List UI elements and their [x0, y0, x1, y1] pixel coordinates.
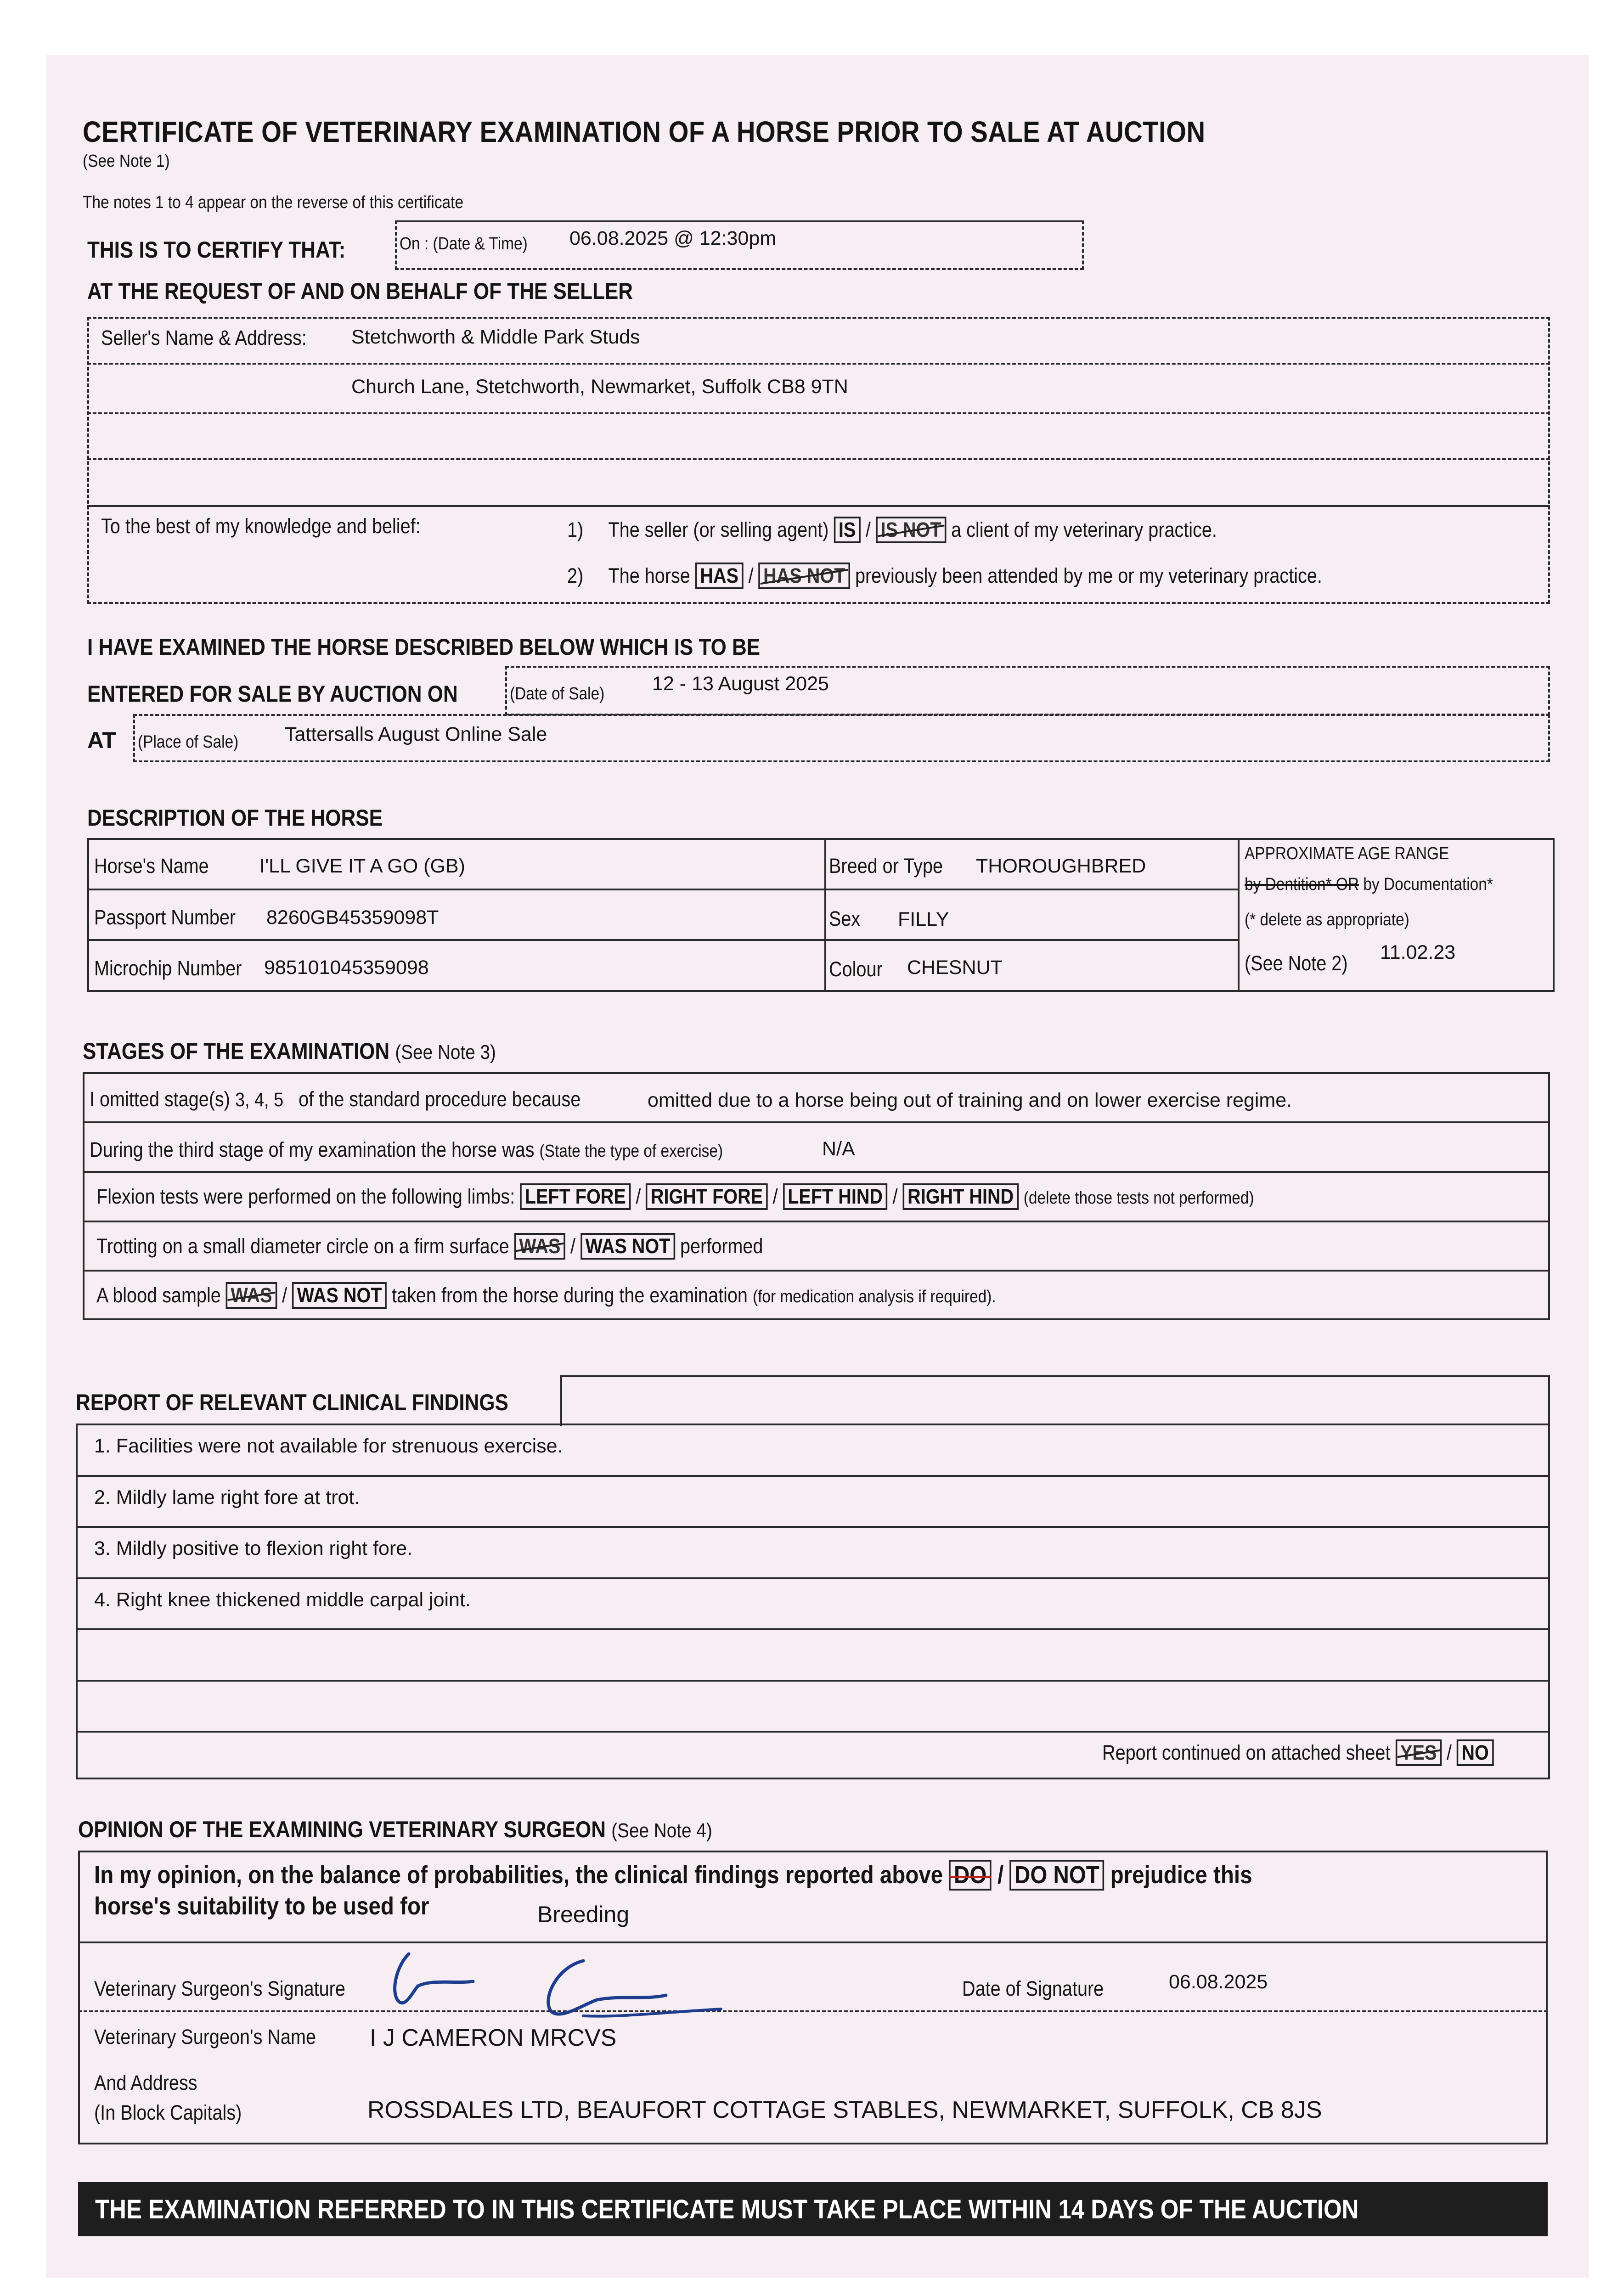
- third-stage-hint: (State the type of exercise): [539, 1142, 723, 1161]
- certify-label-text: THIS IS TO CERTIFY THAT:: [87, 237, 346, 263]
- horse-name-value: I'LL GIVE IT A GO (GB): [259, 855, 465, 877]
- sex-label: [829, 907, 865, 931]
- opinion-line1: In my opinion, on the balance of probabilities, the clinical findings reported above DO / DO NOT prejudice this: [94, 1860, 1410, 1891]
- blood-post: taken from the horse during the examination: [392, 1283, 748, 1307]
- limb-right-hind[interactable]: RIGHT HIND: [903, 1183, 1019, 1210]
- slash: /: [748, 564, 754, 587]
- divider: [76, 1475, 1550, 1477]
- divider: [87, 939, 1238, 941]
- flexion-label: Flexion tests were performed on the following limbs:: [96, 1185, 515, 1208]
- use-value: Breeding: [537, 1902, 630, 1927]
- blood-note: (for medication analysis if required).: [752, 1287, 996, 1306]
- limb-left-fore[interactable]: LEFT FORE: [520, 1183, 631, 1210]
- stages-heading-text: STAGES OF THE EXAMINATION: [83, 1038, 390, 1064]
- age-delete-text: (* delete as appropriate): [1245, 910, 1409, 929]
- divider: [83, 1121, 1550, 1123]
- third-stage-value: N/A: [822, 1138, 855, 1160]
- sale-place-label: [138, 732, 252, 752]
- opinion-heading-text: OPINION OF THE EXAMINING VETERINARY SURGEON: [78, 1817, 606, 1842]
- has-not-option-struck[interactable]: HAS NOT: [759, 563, 850, 589]
- see-note-text: (See Note 1): [83, 152, 170, 171]
- trotting-post: performed: [680, 1234, 763, 1258]
- breed-value: THOROUGHBRED: [976, 855, 1146, 877]
- signature-label: [94, 1977, 379, 2001]
- sale-heading-line1-text: I HAVE EXAMINED THE HORSE DESCRIBED BELOW WHICH IS TO BE: [87, 634, 761, 660]
- divider: [824, 838, 826, 992]
- omitted-reason-value: omitted due to a horse being out of training and on lower exercise regime.: [648, 1089, 1292, 1111]
- horse-attended-statement: [567, 563, 1425, 589]
- divider: [76, 1628, 1550, 1630]
- sale-date-label-text: (Date of Sale): [510, 684, 605, 703]
- date-sig-label-text: Date of Signature: [962, 1977, 1104, 2000]
- blood-was-not[interactable]: WAS NOT: [292, 1282, 387, 1309]
- opinion-line2: [94, 1892, 475, 1920]
- opinion-note: (See Note 4): [611, 1819, 712, 1842]
- at-label: AT: [87, 727, 116, 753]
- item1-pre: The seller (or selling agent): [608, 518, 829, 541]
- opinion-line1-pre: In my opinion, on the balance of probabilities, the clinical findings reported above: [94, 1861, 943, 1889]
- horse-name-label-text: Horse's Name: [94, 854, 209, 878]
- age-method: [1245, 875, 1527, 895]
- divider: [87, 412, 1550, 414]
- date-of-signature-value: 06.08.2025: [1169, 1971, 1268, 1993]
- passport-label: [94, 906, 255, 929]
- divider: [76, 1731, 1550, 1733]
- date-of-signature-label: [962, 1977, 1123, 2001]
- banner-text: THE EXAMINATION REFERRED TO IN THIS CERTIFICATE MUST TAKE PLACE WITHIN 14 DAYS OF THE AUCTION: [95, 2194, 1359, 2224]
- item1-num: 1): [567, 518, 584, 541]
- surgeon-name-value: I J CAMERON MRCVS: [370, 2025, 617, 2051]
- sale-place-value: Tattersalls August Online Sale: [285, 723, 547, 745]
- microchip-label-text: Microchip Number: [94, 957, 242, 980]
- item2-num: 2): [567, 564, 584, 587]
- opinion-heading: [78, 1816, 799, 1843]
- trotting-was-not[interactable]: WAS NOT: [580, 1233, 675, 1260]
- seller-address-value: Church Lane, Stetchworth, Newmarket, Suffolk CB8 9TN: [351, 376, 848, 398]
- surgeon-address-value: ROSSDALES LTD, BEAUFORT COTTAGE STABLES, NEWMARKET, SUFFOLK, CB 8JS: [367, 2097, 1322, 2123]
- sale-heading-line1: [87, 634, 852, 660]
- item2-post: previously been attended by me or my veterinary practice.: [855, 564, 1322, 587]
- address-label-2-text: (In Block Capitals): [94, 2101, 242, 2124]
- divider: [83, 1221, 1550, 1222]
- divider: [78, 1941, 1548, 1943]
- finding-item: 4. Right knee thickened middle carpal joint.: [94, 1589, 471, 1611]
- is-not-option-struck[interactable]: IS NOT: [876, 517, 946, 543]
- trotting-was-struck[interactable]: WAS: [514, 1233, 565, 1260]
- seller-section: [87, 317, 1550, 604]
- deadline-banner: [78, 2182, 1548, 2236]
- omitted-stages-row: [90, 1087, 648, 1111]
- divider: [1238, 838, 1240, 992]
- age-heading-text: APPROXIMATE AGE RANGE: [1245, 844, 1449, 863]
- veterinary-signature: [390, 1936, 739, 2023]
- divider: [76, 1680, 1550, 1682]
- has-option[interactable]: HAS: [695, 563, 744, 589]
- flexion-note: (delete those tests not performed): [1023, 1188, 1254, 1208]
- omitted-mid: of the standard procedure because: [299, 1087, 581, 1111]
- breed-label: [829, 854, 958, 878]
- omitted-stages-value: 3, 4, 5: [235, 1089, 284, 1111]
- omitted-pre: I omitted stage(s): [90, 1087, 230, 1111]
- seller-name-label: [101, 326, 335, 350]
- divider: [83, 1270, 1550, 1272]
- report-continued-row: Report continued on attached sheet YES / NO: [1102, 1739, 1547, 1766]
- blood-label: A blood sample: [96, 1283, 221, 1307]
- findings-header-box: [560, 1375, 1550, 1426]
- finding-item: 3. Mildly positive to flexion right fore.: [94, 1537, 413, 1559]
- knowledge-label: [101, 514, 464, 538]
- divider: [76, 1526, 1550, 1528]
- certify-datetime-value: 06.08.2025 @ 12:30pm: [569, 227, 777, 249]
- slash: /: [865, 518, 871, 541]
- flexion-row: Flexion tests were performed on the following limbs: LEFT FORE / RIGHT FORE / LEFT HIND / RIGHT HIND (delete those tests not performed): [96, 1183, 1412, 1210]
- findings-heading: [76, 1389, 567, 1416]
- third-stage-row: [90, 1138, 809, 1162]
- age-dentition-struck[interactable]: by Dentition* OR: [1245, 875, 1359, 894]
- horse-name-label: [94, 854, 225, 878]
- description-heading: [87, 805, 423, 831]
- trotting-label: Trotting on a small diameter circle on a firm surface: [96, 1234, 509, 1258]
- divider: [78, 2010, 1548, 2012]
- limb-left-hind[interactable]: LEFT HIND: [783, 1183, 888, 1210]
- limb-right-fore[interactable]: RIGHT FORE: [646, 1183, 767, 1210]
- passport-label-text: Passport Number: [94, 906, 236, 929]
- seller-heading: [87, 278, 707, 304]
- age-value: 11.02.23: [1380, 941, 1456, 963]
- notes-line: [83, 193, 515, 213]
- notes-line-text: The notes 1 to 4 appear on the reverse of this certificate: [83, 193, 464, 212]
- continued-yes-struck[interactable]: YES: [1395, 1739, 1441, 1766]
- third-stage-label: During the third stage of my examination the horse was: [90, 1138, 535, 1161]
- age-delete-note: [1245, 910, 1432, 930]
- divider: [87, 889, 1238, 890]
- is-option[interactable]: IS: [834, 517, 861, 543]
- stages-note: (See Note 3): [395, 1041, 496, 1064]
- microchip-label: [94, 957, 262, 980]
- knowledge-label-text: To the best of my knowledge and belief:: [101, 514, 421, 538]
- stages-heading: [83, 1038, 552, 1064]
- colour-value: CHESNUT: [907, 957, 1003, 979]
- divider: [87, 363, 1550, 365]
- microchip-value: 985101045359098: [264, 957, 429, 979]
- sale-date-label: [510, 684, 617, 704]
- item1-post: a client of my veterinary practice.: [951, 518, 1217, 541]
- item2-pre: The horse: [608, 564, 690, 587]
- sale-place-label-text: (Place of Sale): [138, 732, 239, 752]
- sale-heading-line2: [87, 681, 508, 707]
- blood-sample-row: A blood sample WAS / WAS NOT taken from the horse during the examination (for medication analysis if required).: [96, 1282, 1119, 1309]
- divider: [87, 458, 1550, 460]
- do-not-option[interactable]: DO NOT: [1009, 1860, 1104, 1891]
- on-label-text: On : (Date & Time): [400, 234, 528, 253]
- finding-item: 2. Mildly lame right fore at trot.: [94, 1486, 360, 1508]
- continued-label: Report continued on attached sheet: [1102, 1741, 1391, 1764]
- sex-label-text: Sex: [829, 907, 861, 930]
- breed-label-text: Breed or Type: [829, 854, 943, 878]
- opinion-line1-post: prejudice this: [1110, 1861, 1252, 1889]
- seller-client-statement: [567, 517, 1306, 543]
- divider: [76, 1577, 1550, 1579]
- age-see-note-text: (See Note 2): [1245, 951, 1348, 975]
- divider: [87, 505, 1550, 507]
- certify-label: [87, 236, 381, 263]
- age-range-heading: [1245, 844, 1477, 864]
- seller-name-label-text: Seller's Name & Address:: [101, 326, 307, 349]
- trotting-row: Trotting on a small diameter circle on a firm surface WAS / WAS NOT performed: [96, 1233, 854, 1260]
- description-heading-text: DESCRIPTION OF THE HORSE: [87, 805, 383, 831]
- title-text: CERTIFICATE OF VETERINARY EXAMINATION OF A HORSE PRIOR TO SALE AT AUCTION: [83, 115, 1206, 148]
- seller-name-value: Stetchworth & Middle Park Studs: [351, 326, 640, 348]
- colour-label: [829, 957, 890, 981]
- do-option-struck[interactable]: DO: [949, 1860, 991, 1891]
- continued-no[interactable]: NO: [1457, 1739, 1494, 1766]
- on-label: [400, 234, 545, 254]
- finding-item: 1. Facilities were not available for strenuous exercise.: [94, 1435, 563, 1457]
- address-label-1: [94, 2071, 211, 2095]
- colour-label-text: Colour: [829, 957, 883, 981]
- surgeon-name-label: [94, 2025, 346, 2049]
- see-note-1: [83, 152, 181, 171]
- opinion-line2-text: horse's suitability to be used for: [94, 1892, 429, 1920]
- sale-date-value: 12 - 13 August 2025: [652, 673, 829, 695]
- blood-was-struck[interactable]: WAS: [226, 1282, 277, 1309]
- passport-value: 8260GB45359098T: [266, 906, 439, 929]
- age-documentation[interactable]: by Documentation*: [1363, 875, 1493, 894]
- seller-heading-text: AT THE REQUEST OF AND ON BEHALF OF THE SELLER: [87, 278, 633, 304]
- signature-label-text: Veterinary Surgeon's Signature: [94, 1977, 345, 2000]
- findings-heading-text: REPORT OF RELEVANT CLINICAL FINDINGS: [76, 1390, 508, 1415]
- sex-value: FILLY: [898, 908, 949, 930]
- surgeon-name-label-text: Veterinary Surgeon's Name: [94, 2025, 316, 2048]
- certificate-title: [83, 115, 1358, 149]
- age-see-note: [1245, 951, 1362, 975]
- divider: [83, 1171, 1550, 1173]
- sale-heading-line2-text: ENTERED FOR SALE BY AUCTION ON: [87, 681, 458, 707]
- address-label-1-text: And Address: [94, 2071, 197, 2094]
- address-label-2: [94, 2101, 262, 2125]
